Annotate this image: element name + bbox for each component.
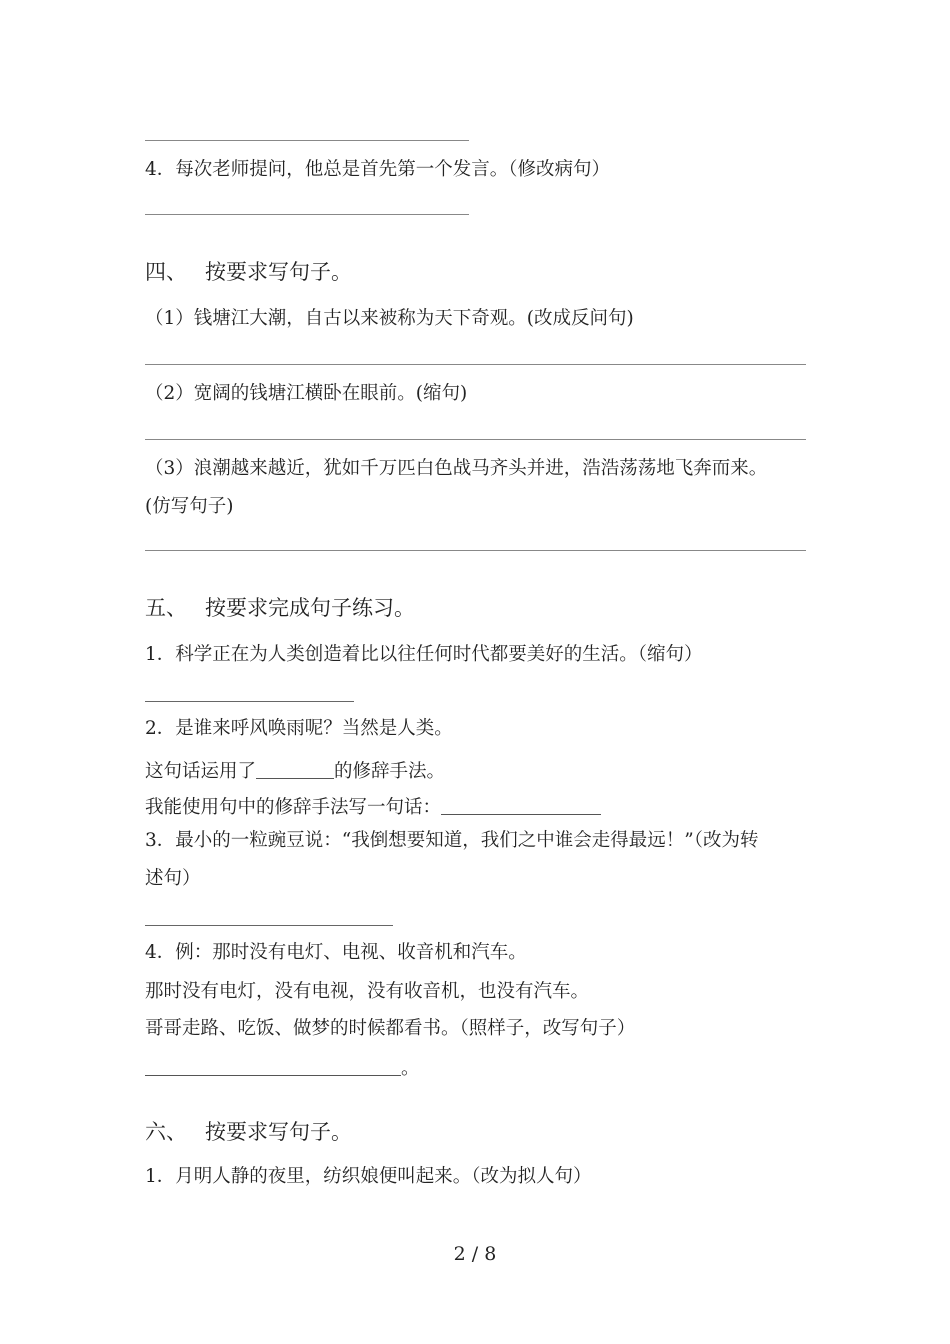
question-text: 2．是谁来呼风唤雨呢？当然是人类。 xyxy=(145,718,453,739)
answer-line[interactable] xyxy=(145,925,393,926)
question-text-continued: (仿写句子) xyxy=(145,496,234,517)
answer-line[interactable] xyxy=(145,550,806,551)
section-heading xyxy=(145,262,352,283)
blank-field[interactable] xyxy=(441,796,601,815)
question-text: 4．每次老师提问，他总是首先第一个发言。（修改病句） xyxy=(145,159,611,180)
section-heading xyxy=(145,1122,352,1143)
section-number: 四、 xyxy=(145,260,187,284)
prompt-text: 这句话运用了 xyxy=(145,761,257,782)
answer-line[interactable] xyxy=(145,364,806,365)
page-number: 2 / 8 xyxy=(453,1243,497,1265)
question-text: 1．科学正在为人类创造着比以往任何时代都要美好的生活。（缩句） xyxy=(145,644,703,665)
answer-line[interactable] xyxy=(145,214,469,215)
question-text: 1．月明人静的夜里，纺织娘便叫起来。（改为拟人句） xyxy=(145,1166,592,1187)
section-title: 按要求写句子。 xyxy=(205,260,352,284)
answer-line[interactable] xyxy=(145,140,469,141)
answer-line[interactable] xyxy=(145,439,806,440)
answer-line[interactable] xyxy=(145,701,354,702)
answer-row xyxy=(145,1057,420,1079)
section-number: 六、 xyxy=(145,1120,187,1144)
section-title: 按要求写句子。 xyxy=(205,1120,352,1144)
section-title: 按要求完成句子练习。 xyxy=(205,596,415,620)
question-text: 4．例：那时没有电灯、电视、收音机和汽车。 xyxy=(145,942,527,963)
prompt-text: 的修辞手法。 xyxy=(334,761,446,782)
blank-field[interactable] xyxy=(256,760,334,779)
question-text: （2）宽阔的钱塘江横卧在眼前。(缩句) xyxy=(145,383,468,404)
question-text: 哥哥走路、吃饭、做梦的时候都看书。（照样子，改写句子） xyxy=(145,1018,636,1039)
question-text: （1）钱塘江大潮，自古以来被称为天下奇观。(改成反问句) xyxy=(145,308,634,329)
prompt-text: 我能使用句中的修辞手法写一句话： xyxy=(145,797,442,818)
blank-field[interactable] xyxy=(145,1057,401,1076)
question-text xyxy=(145,796,601,818)
question-text: （3）浪潮越来越近，犹如千万匹白色战马齐头并进，浩浩荡荡地飞奔而来。 xyxy=(145,458,768,479)
section-heading xyxy=(145,598,415,619)
question-text-continued: 述句） xyxy=(145,868,201,889)
end-punctuation: 。 xyxy=(401,1058,420,1079)
question-text: 3．最小的一粒豌豆说：“我倒想要知道，我们之中谁会走得最远！”（改为转 xyxy=(145,830,759,851)
section-number: 五、 xyxy=(145,596,187,620)
example-text: 那时没有电灯，没有电视，没有收音机，也没有汽车。 xyxy=(145,981,590,1002)
question-text xyxy=(145,760,445,782)
